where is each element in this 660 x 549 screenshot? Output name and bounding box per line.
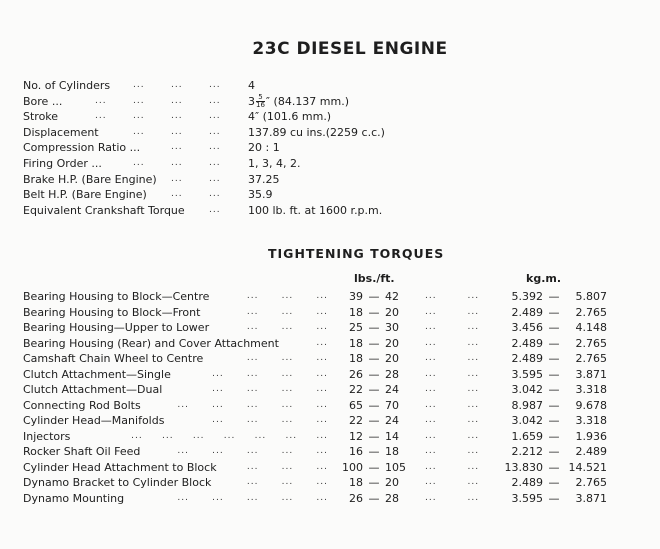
kg-min: 1.659 — [511, 429, 543, 443]
range-dash: — — [548, 491, 560, 505]
torque-kg-range — [501, 444, 611, 460]
torque-row — [23, 460, 643, 476]
range-dash: — — [548, 429, 560, 443]
leader-dots: ... — [209, 95, 221, 106]
spec-value: 20 : 1 — [248, 141, 280, 155]
torque-kg-range — [501, 398, 611, 414]
spec-value: 4″ (101.6 mm.) — [248, 110, 332, 124]
leader-dots: ... — [95, 95, 107, 106]
leader-dots: ... — [133, 95, 145, 106]
lbs-min: 22 — [349, 383, 363, 396]
torque-kg-range — [501, 475, 611, 491]
spec-label: Firing Order ... — [23, 156, 102, 170]
leader-dots: ... — [171, 111, 183, 122]
lbs-max: 20 — [385, 476, 399, 489]
leader-dots: ... ... — [425, 384, 480, 394]
spec-value: 100 lb. ft. at 1600 r.p.m. — [248, 203, 383, 217]
fraction-denominator: 16 — [256, 101, 265, 110]
lbs-min: 100 — [342, 460, 363, 474]
lbs-min: 18 — [349, 352, 363, 365]
lbs-max: 24 — [385, 414, 399, 427]
range-dash: — — [548, 321, 560, 334]
range-dash: — — [368, 367, 380, 381]
lbs-max: 105 — [385, 460, 406, 474]
torque-row — [23, 413, 643, 429]
torque-lbs-range — [337, 336, 417, 352]
lbs-max: 20 — [385, 336, 399, 350]
leader-dots: ... ... ... ... — [212, 384, 328, 394]
torque-lbs-range — [337, 398, 417, 414]
spec-label: Bore ... — [23, 94, 63, 108]
fraction-numerator: 5 — [258, 93, 263, 102]
torque-row — [23, 398, 643, 414]
torque-lbs-range — [337, 475, 417, 491]
torque-row — [23, 320, 643, 336]
torque-label: Cylinder Head Attachment to Block — [23, 460, 217, 474]
range-dash: — — [548, 414, 560, 427]
leader-dots: ... — [133, 111, 145, 122]
spec-label: Compression Ratio ... — [23, 141, 141, 155]
kg-min: 2.489 — [511, 352, 543, 365]
lbs-min: 65 — [349, 398, 363, 412]
spec-value: 1, 3, 4, 2. — [248, 156, 301, 170]
torque-kg-range — [501, 491, 611, 507]
range-dash: — — [368, 491, 380, 505]
torque-lbs-range — [337, 460, 417, 476]
leader-dots: ... ... ... — [246, 353, 328, 363]
torque-label: Connecting Rod Bolts — [23, 398, 141, 412]
fraction — [256, 94, 265, 109]
kg-max: 1.936 — [575, 429, 607, 443]
leader-dots: ... — [209, 126, 221, 137]
kg-min: 2.212 — [511, 445, 543, 458]
range-dash: — — [368, 476, 380, 489]
torque-lbs-range — [337, 413, 417, 429]
leader-dots: ... — [133, 126, 145, 137]
spec-value: 137.89 cu ins.(2259 c.c.) — [248, 125, 385, 139]
leader-dots: ... ... — [425, 322, 480, 332]
spec-value-rest: ″ (84.137 mm.) — [265, 94, 350, 108]
range-dash: — — [368, 352, 380, 365]
spec-value — [248, 94, 349, 110]
leader-dots: ... ... ... — [246, 461, 328, 472]
torque-lbs-range — [337, 320, 417, 336]
range-dash: — — [548, 290, 560, 303]
range-dash: — — [548, 367, 560, 381]
torque-label: Dynamo Mounting — [23, 491, 125, 505]
leader-dots: ... ... — [425, 446, 480, 456]
spec-value-whole: 3 — [248, 94, 255, 108]
torque-row — [23, 289, 643, 305]
leader-dots: ... — [209, 204, 221, 215]
kg-min: 2.489 — [511, 476, 543, 489]
range-dash: — — [548, 460, 560, 474]
leader-dots: ... — [209, 111, 221, 122]
torques-table — [23, 289, 643, 506]
leader-dots: ... — [171, 157, 183, 168]
leader-dots: ... — [171, 126, 183, 137]
column-header-lbs: lbs./ft. — [354, 272, 395, 285]
spec-value: 4 — [248, 79, 255, 92]
leader-dots: ... — [209, 142, 221, 153]
range-dash: — — [368, 414, 380, 427]
range-dash: — — [548, 305, 560, 319]
torque-row — [23, 382, 643, 398]
lbs-max: 14 — [385, 429, 399, 443]
spec-label: No. of Cylinders — [23, 79, 111, 92]
kg-min: 13.830 — [504, 460, 543, 474]
range-dash: — — [548, 445, 560, 458]
torques-title: TIGHTENING TORQUES — [268, 246, 445, 261]
kg-max: 3.871 — [575, 367, 607, 381]
torque-label: Bearing Housing to Block—Centre — [23, 290, 210, 303]
lbs-min: 22 — [349, 414, 363, 427]
lbs-max: 28 — [385, 367, 399, 381]
torque-kg-range — [501, 413, 611, 429]
torque-label: Injectors — [23, 429, 71, 443]
range-dash: — — [368, 336, 380, 350]
leader-dots: ... ... ... — [246, 291, 328, 301]
torque-lbs-range — [337, 382, 417, 398]
torque-lbs-range — [337, 289, 417, 305]
spec-label: Belt H.P. (Bare Engine) — [23, 188, 147, 202]
torque-lbs-range — [337, 367, 417, 383]
leader-dots: ... — [171, 173, 183, 184]
kg-min: 3.595 — [511, 491, 543, 505]
torque-lbs-range — [337, 429, 417, 445]
lbs-min: 26 — [349, 491, 363, 505]
torque-label: Camshaft Chain Wheel to Centre — [23, 352, 204, 365]
torque-kg-range — [501, 367, 611, 383]
lbs-max: 30 — [385, 321, 399, 334]
lbs-max: 28 — [385, 491, 399, 505]
torque-kg-range — [501, 351, 611, 367]
page-title: 23C DIESEL ENGINE — [252, 39, 448, 59]
kg-min: 3.042 — [511, 383, 543, 396]
lbs-max: 42 — [385, 290, 399, 303]
spec-label: Equivalent Crankshaft Torque — [23, 203, 185, 217]
lbs-max: 24 — [385, 383, 399, 396]
torque-row — [23, 351, 643, 367]
kg-max: 2.765 — [575, 305, 607, 319]
kg-max: 5.807 — [575, 290, 607, 303]
lbs-min: 18 — [349, 305, 363, 319]
kg-max: 3.318 — [575, 383, 607, 396]
torque-lbs-range — [337, 444, 417, 460]
kg-min: 2.489 — [511, 305, 543, 319]
range-dash: — — [548, 383, 560, 396]
leader-dots: ... ... ... — [246, 322, 328, 332]
leader-dots: ... ... ... ... — [212, 415, 328, 425]
leader-dots: ... ... — [425, 430, 480, 441]
range-dash: — — [548, 352, 560, 365]
torque-kg-range — [501, 460, 611, 476]
lbs-min: 18 — [349, 336, 363, 350]
kg-max: 14.521 — [568, 460, 607, 474]
kg-max: 9.678 — [575, 398, 607, 412]
lbs-max: 70 — [385, 398, 399, 412]
kg-max: 3.871 — [575, 491, 607, 505]
kg-max: 4.148 — [575, 321, 607, 334]
leader-dots: ... — [171, 95, 183, 106]
leader-dots: ... ... — [425, 415, 480, 425]
leader-dots: ... — [133, 157, 145, 168]
leader-dots: ... — [209, 157, 221, 168]
leader-dots: ... — [171, 189, 183, 200]
lbs-min: 12 — [349, 429, 363, 443]
torque-lbs-range — [337, 351, 417, 367]
lbs-min: 39 — [349, 290, 363, 303]
leader-dots: ... ... — [425, 353, 480, 363]
range-dash: — — [368, 305, 380, 319]
range-dash: — — [548, 336, 560, 350]
kg-max: 2.765 — [575, 476, 607, 489]
torque-label: Cylinder Head—Manifolds — [23, 414, 165, 427]
torque-label: Bearing Housing—Upper to Lower — [23, 321, 210, 334]
leader-dots: ... — [209, 173, 221, 184]
kg-min: 3.456 — [511, 321, 543, 334]
leader-dots: ... ... — [425, 399, 480, 410]
range-dash: — — [368, 321, 380, 334]
torque-label: Clutch Attachment—Dual — [23, 383, 163, 396]
range-dash: — — [548, 476, 560, 489]
kg-min: 8.987 — [511, 398, 543, 412]
leader-dots: ... — [171, 142, 183, 153]
torque-label: Rocker Shaft Oil Feed — [23, 445, 141, 458]
spec-label: Stroke — [23, 110, 59, 124]
torque-label: Clutch Attachment—Single — [23, 367, 171, 381]
kg-max: 2.765 — [575, 352, 607, 365]
range-dash: — — [368, 290, 380, 303]
torque-row — [23, 475, 643, 491]
leader-dots: ... ... ... ... ... — [177, 446, 328, 456]
column-header-kg: kg.m. — [526, 272, 562, 285]
kg-max: 2.765 — [575, 336, 607, 350]
leader-dots: ... — [133, 80, 145, 90]
leader-dots: ... ... — [425, 291, 480, 301]
lbs-min: 25 — [349, 321, 363, 334]
torque-kg-range — [501, 382, 611, 398]
spec-label: Displacement — [23, 125, 99, 139]
kg-min: 5.392 — [511, 290, 543, 303]
spec-label: Brake H.P. (Bare Engine) — [23, 172, 157, 186]
torque-kg-range — [501, 305, 611, 321]
spec-value: 37.25 — [248, 172, 280, 186]
leader-dots: ... ... — [425, 492, 480, 503]
lbs-max: 20 — [385, 352, 399, 365]
torque-label: Bearing Housing to Block—Front — [23, 305, 201, 319]
lbs-min: 16 — [349, 445, 363, 458]
torque-kg-range — [501, 320, 611, 336]
leader-dots: ... ... ... — [246, 306, 328, 317]
leader-dots: ... ... ... — [246, 477, 328, 487]
leader-dots: ... — [95, 111, 107, 122]
lbs-min: 18 — [349, 476, 363, 489]
range-dash: — — [368, 398, 380, 412]
leader-dots: ... — [316, 337, 328, 348]
kg-min: 3.042 — [511, 414, 543, 427]
lbs-max: 20 — [385, 305, 399, 319]
torque-row — [23, 444, 643, 460]
torque-lbs-range — [337, 305, 417, 321]
torque-kg-range — [501, 336, 611, 352]
lbs-min: 26 — [349, 367, 363, 381]
torque-label: Dynamo Bracket to Cylinder Block — [23, 476, 212, 489]
leader-dots: ... — [209, 80, 221, 90]
range-dash: — — [368, 429, 380, 443]
torque-lbs-range — [337, 491, 417, 507]
range-dash: — — [368, 383, 380, 396]
torque-kg-range — [501, 289, 611, 305]
leader-dots: ... ... ... ... ... — [177, 399, 328, 410]
kg-min: 2.489 — [511, 336, 543, 350]
leader-dots: ... ... — [425, 461, 480, 472]
kg-max: 2.489 — [575, 445, 607, 458]
torque-row — [23, 367, 643, 383]
range-dash: — — [368, 445, 380, 458]
leader-dots: ... ... — [425, 477, 480, 487]
torque-row — [23, 336, 643, 352]
torque-kg-range — [501, 429, 611, 445]
leader-dots: ... ... ... ... ... ... ... — [131, 430, 328, 441]
leader-dots: ... — [171, 80, 183, 90]
leader-dots: ... ... ... ... ... — [177, 492, 328, 503]
lbs-max: 18 — [385, 445, 399, 458]
leader-dots: ... ... ... ... — [212, 368, 328, 379]
torque-row — [23, 429, 643, 445]
kg-min: 3.595 — [511, 367, 543, 381]
leader-dots: ... ... — [425, 368, 480, 379]
torque-label: Bearing Housing (Rear) and Cover Attachment — [23, 336, 279, 350]
range-dash: — — [548, 398, 560, 412]
torque-row — [23, 491, 643, 507]
range-dash: — — [368, 460, 380, 474]
torque-row — [23, 305, 643, 321]
leader-dots: ... ... — [425, 306, 480, 317]
spec-value: 35.9 — [248, 188, 273, 202]
kg-max: 3.318 — [575, 414, 607, 427]
leader-dots: ... — [209, 189, 221, 200]
leader-dots: ... ... — [425, 337, 480, 348]
